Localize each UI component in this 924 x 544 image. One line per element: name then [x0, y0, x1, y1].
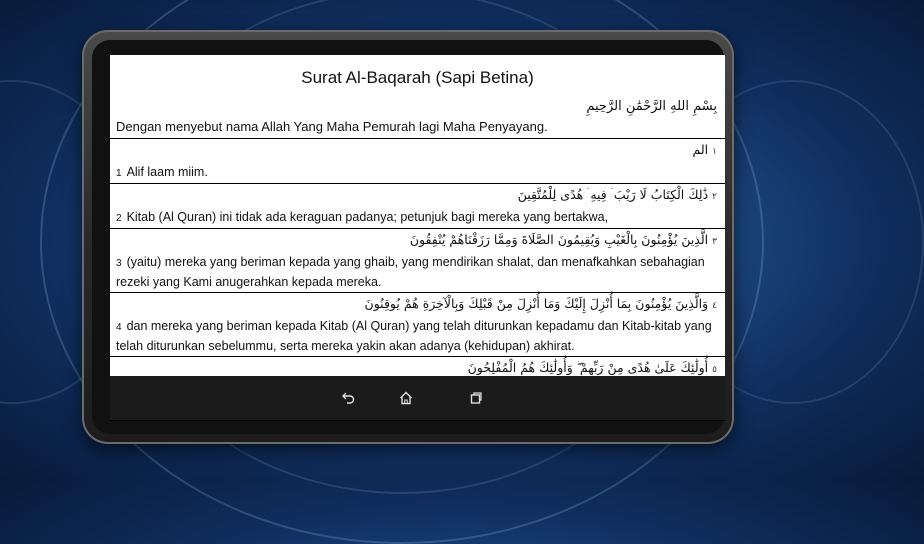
home-icon[interactable]: [394, 386, 418, 410]
back-arrow-icon[interactable]: [336, 386, 360, 410]
verse-arabic-number: ٤: [712, 301, 717, 311]
verse-arabic: [110, 293, 725, 317]
verse-item[interactable]: [110, 139, 725, 184]
verse-arabic-number: ٢: [712, 192, 717, 202]
verse-arabic-number: ١: [712, 147, 717, 157]
verse-arabic-text: أُولَٰئِكَ عَلَىٰ هُدًى مِنْ رَبِّهِمْ ۖ وَأُولَٰئِكَ هُمُ الْمُفْلِحُونَ: [467, 360, 709, 375]
verse-arabic-text: وَالَّذِينَ يُؤْمِنُونَ بِمَا أُنْزِلَ إِلَيْكَ وَمَا أُنْزِلَ مِنْ قَبْلِكَ وَبِالْآخِرَةِ هُمْ يُوقِنُونَ: [364, 296, 709, 311]
verse-arabic: [110, 229, 725, 253]
verse-number: 1: [116, 168, 122, 179]
verse-item[interactable]: [110, 229, 725, 293]
page-title: Surat Al-Baqarah (Sapi Betina): [301, 68, 534, 87]
verse-number: 2: [116, 213, 122, 224]
basmala-arabic: بِسْمِ اللهِ الرَّحْمَٰنِ الرَّحِيمِ: [586, 99, 717, 114]
verse-number: 3: [116, 258, 122, 269]
verse-translation-text: dan mereka yang beriman kepada Kitab (Al Quran) yang telah diturunkan kepadamu dan Kitab-kitab yang telah diturunkan sebelummu, serta mereka yakin akan adanya (kehidupan) akhirat.: [116, 319, 712, 353]
verse-translation-text: (yaitu) mereka yang beriman kepada yang ghaib, yang mendirikan shalat, dan menafkahkan sebahagian rezeki yang Kami anugerahkan kepada mereka.: [116, 255, 705, 289]
verse-translation: [110, 253, 725, 292]
recent-apps-icon[interactable]: [464, 386, 488, 410]
verse-arabic-text: الم: [692, 142, 709, 157]
reading-screen[interactable]: [110, 55, 725, 376]
verse-arabic: [110, 139, 725, 163]
navigation-bar: [110, 376, 725, 420]
verse-item[interactable]: [110, 293, 725, 357]
verse-arabic-number: ٣: [712, 237, 717, 247]
basmala-translation: Dengan menyebut nama Allah Yang Maha Pemurah lagi Maha Penyayang.: [110, 118, 725, 139]
verse-arabic-text: ذَٰلِكَ الْكِتَابُ لَا رَيْبَ ۛ فِيهِ ۛ هُدًى لِلْمُتَّقِينَ: [517, 187, 709, 202]
verse-item[interactable]: [110, 184, 725, 229]
verse-translation: [110, 163, 725, 183]
verse-arabic: [110, 184, 725, 208]
verse-number: 4: [116, 322, 122, 333]
verse-translation: [110, 208, 725, 228]
verse-arabic-number: ٥: [712, 365, 717, 375]
verse-translation: [110, 317, 725, 356]
verse-translation-text: Kitab (Al Quran) ini tidak ada keraguan padanya; petunjuk bagi mereka yang bertakwa,: [126, 210, 609, 224]
verse-arabic-text: الَّذِينَ يُؤْمِنُونَ بِالْغَيْبِ وَيُقِيمُونَ الصَّلَاةَ وَمِمَّا رَزَقْنَاهُمْ يُنْفِقُونَ: [409, 232, 709, 247]
verse-translation-text: Alif laam miim.: [126, 165, 208, 179]
